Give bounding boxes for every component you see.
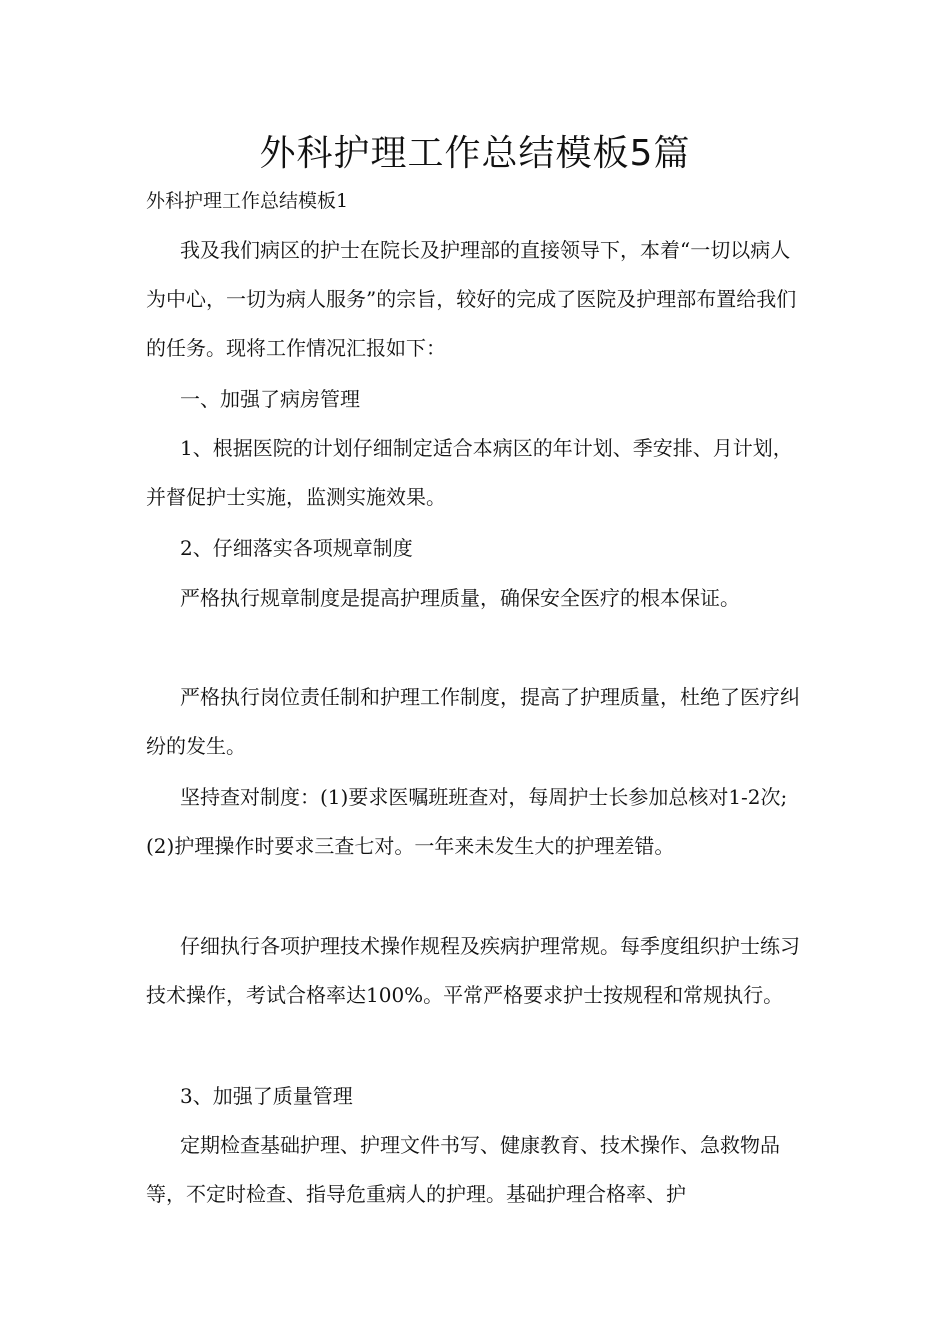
paragraph-heading-rules: 2、仔细落实各项规章制度 (180, 536, 413, 560)
document-subtitle: 外科护理工作总结模板1 (146, 190, 349, 212)
paragraph-heading-quality: 3、加强了质量管理 (180, 1084, 353, 1108)
paragraph-responsibility: 严格执行岗位责任制和护理工作制度，提高了护理质量，杜绝了医疗纠纷的发生。 (146, 685, 800, 758)
paragraph-checking: 坚持查对制度：(1)要求医嘱班班查对，每周护士长参加总核对1-2次;(2)护理操作时要求三查七对。一年来未发生大的护理差错。 (146, 785, 788, 858)
document-title: 外科护理工作总结模板5篇 (259, 133, 691, 174)
paragraph-intro: 我及我们病区的护士在院长及护理部的直接领导下，本着“一切以病人为中心，一切为病人服务”的宗旨，较好的完成了医院及护理部布置给我们的任务。现将工作情况汇报如下： (146, 238, 797, 360)
paragraph-plan: 1、根据医院的计划仔细制定适合本病区的年计划、季安排、月计划，并督促护士实施，监测实施效果。 (146, 436, 793, 509)
paragraph-heading-ward-management: 一、加强了病房管理 (180, 387, 360, 411)
paragraph-procedures: 仔细执行各项护理技术操作规程及疾病护理常规。每季度组织护士练习技术操作，考试合格率达100%。平常严格要求护士按规程和常规执行。 (146, 934, 800, 1007)
paragraph-inspection: 定期检查基础护理、护理文件书写、健康教育、技术操作、急救物品等，不定时检查、指导危重病人的护理。基础护理合格率、护 (146, 1133, 780, 1206)
paragraph-rules-basis: 严格执行规章制度是提高护理质量，确保安全医疗的根本保证。 (180, 586, 740, 610)
